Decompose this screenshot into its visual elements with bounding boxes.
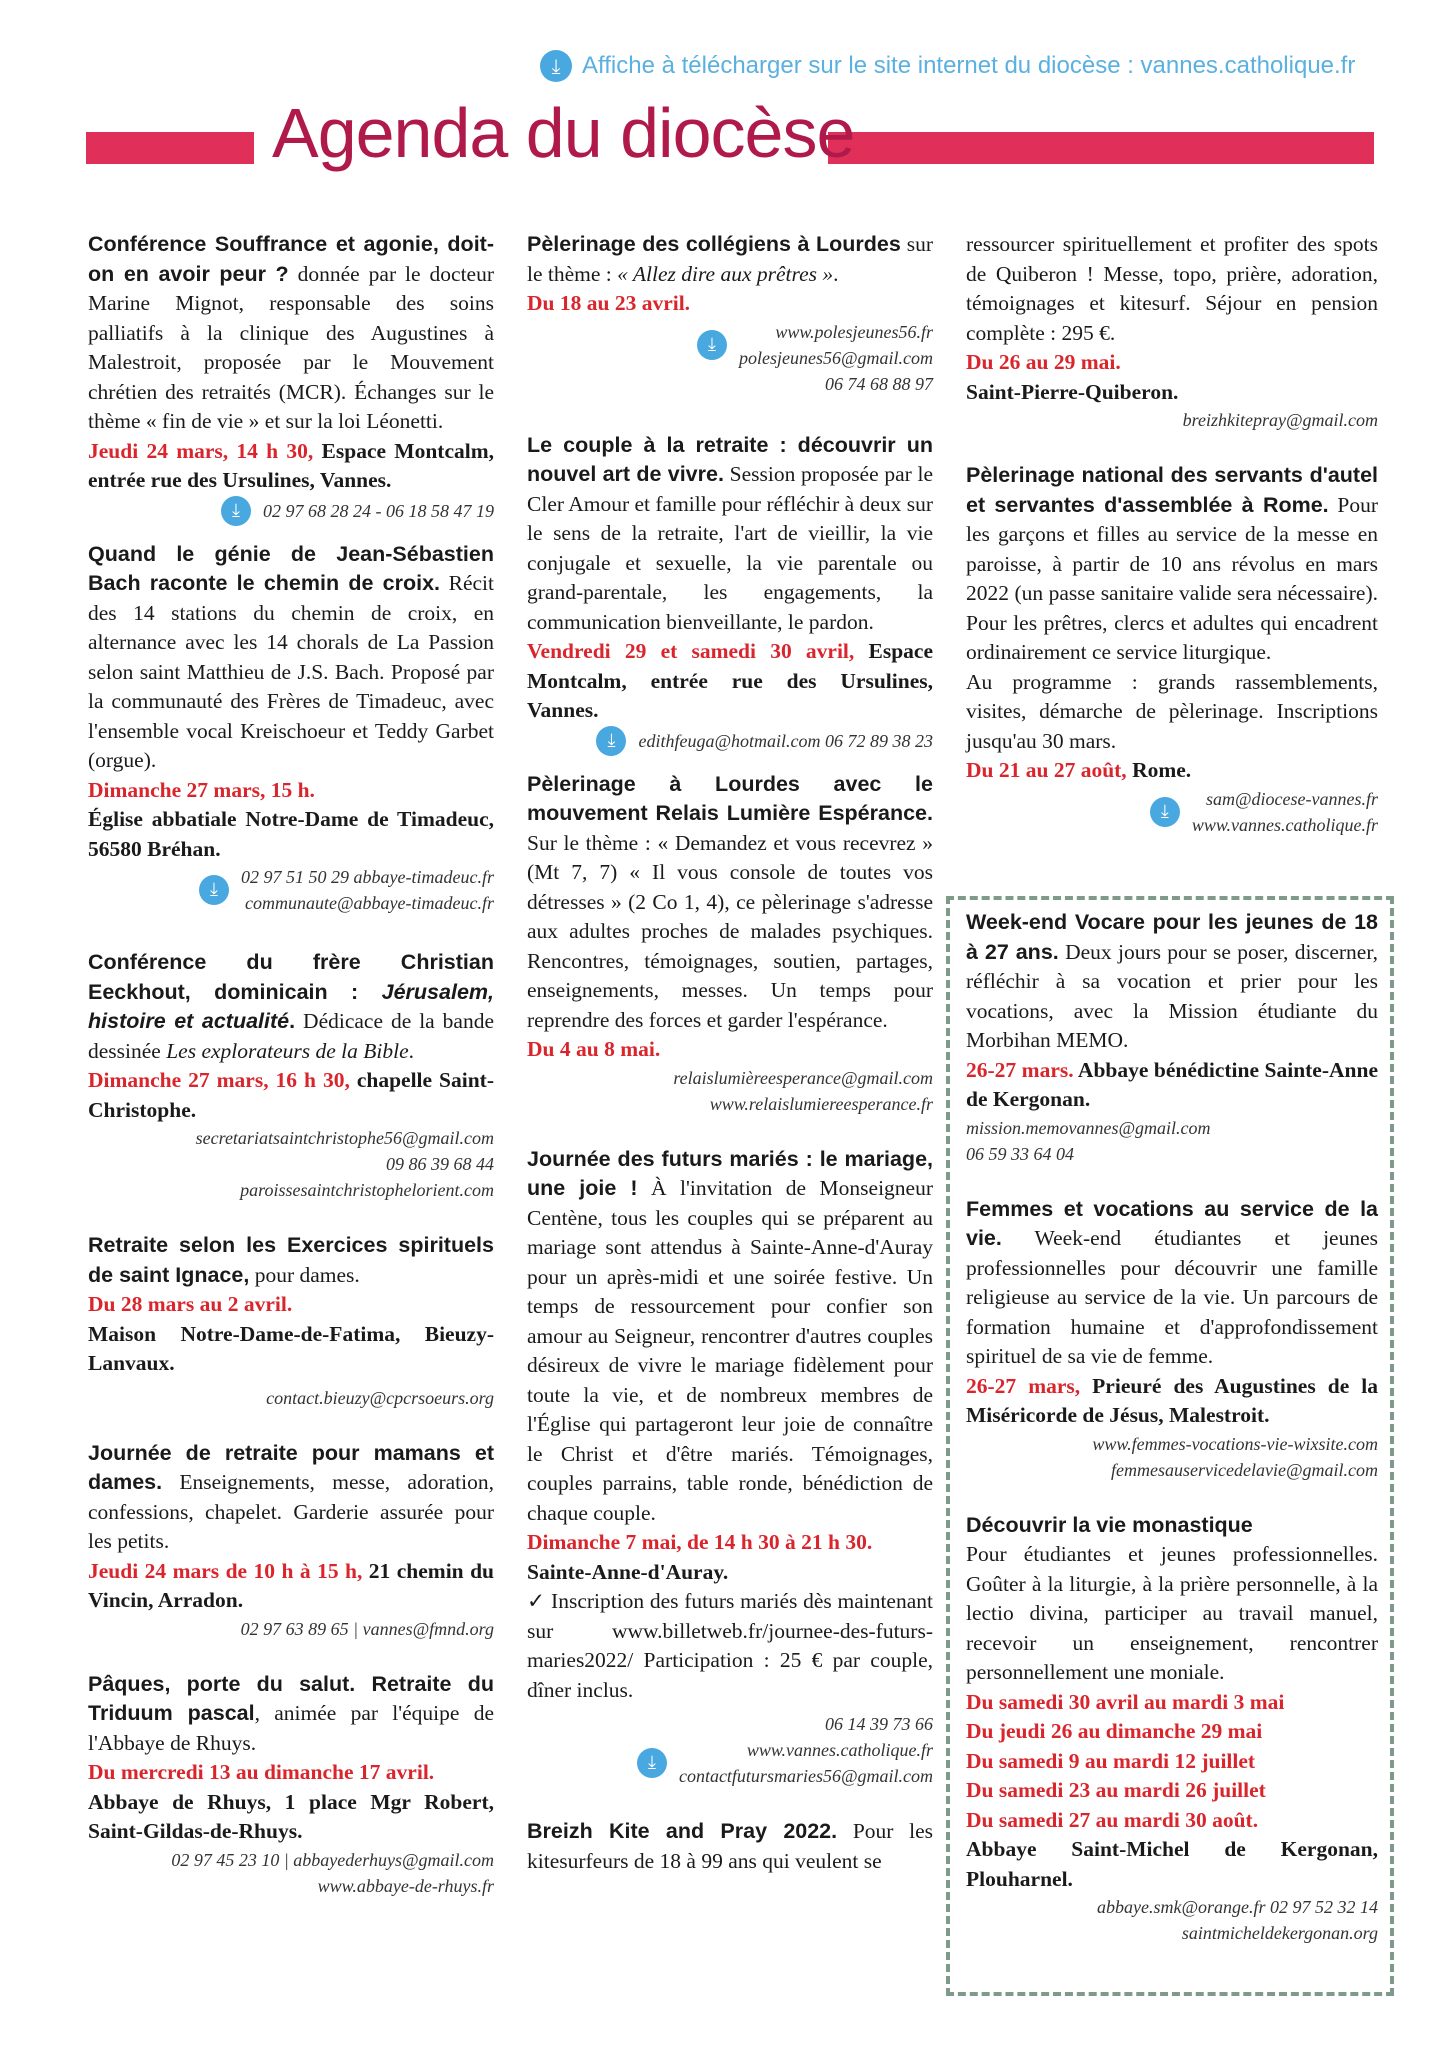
event-body-italic: Les explorateurs de la Bible — [166, 1038, 409, 1063]
contact-website[interactable]: www.abbaye-de-rhuys.fr — [317, 1875, 494, 1896]
event-heading: Femmes et vocations au service de la vie. — [966, 1196, 1378, 1250]
event-date: Vendredi 29 et samedi 30 avril, — [527, 639, 855, 663]
event-bach-chemin-croix — [88, 540, 494, 917]
contact-email[interactable]: communaute@abbaye-timadeuc.fr — [245, 893, 494, 913]
event-date: Du 4 au 8 mai. — [527, 1037, 661, 1061]
event-heading: Pèlerinage national des servants d'autel et servantes d'assemblée à Rome. — [966, 463, 1378, 517]
event-body: Dédicace de la bande dessinée — [88, 1009, 495, 1063]
download-icon[interactable]: ⤓ — [199, 875, 229, 905]
event-body-end: . — [833, 261, 839, 286]
contact-website[interactable]: paroissesaintchristophelorient.com — [240, 1180, 494, 1200]
event-body: Sur le thème : « Demandez et vous recevrez » (Mt 7, 7) « Il vous console de toutes vos détresses » (2 Co 1, 4), ce pèlerinage s'adresse aux adultes proches de malades psychiques. Rencontres, témoignages, soutien, partages, enseignements, messes. Un temps pour reprendre des forces et garder l'espérance. — [527, 830, 933, 1032]
event-body: pour dames. — [249, 1262, 360, 1287]
contact-website[interactable]: saintmicheldekergonan.org — [1181, 1923, 1378, 1943]
event-heading: Pèlerinage des collégiens à Lourdes — [527, 232, 901, 256]
event-date: Dimanche 27 mars, 15 h. — [88, 777, 315, 802]
column-1 — [88, 230, 494, 1927]
event-paques-rhuys — [88, 1670, 494, 1899]
event-place: 21 chemin du Vincin, Arradon. — [88, 1558, 494, 1612]
contact-phone: 09 86 39 68 44 — [386, 1154, 494, 1174]
event-contact — [88, 864, 494, 916]
event-date: Jeudi 24 mars de 10 h à 15 h, — [88, 1558, 363, 1583]
event-body-italic: « Allez dire aux prêtres » — [617, 261, 834, 286]
event-body: , animée par l'équipe de l'Abbaye de Rhuys. — [88, 1701, 494, 1755]
event-place: Abbaye bénédictine Sainte-Anne de Kergonan. — [966, 1057, 1378, 1111]
event-breizh-kite — [527, 1817, 933, 1876]
event-heading: Découvrir la vie monastique — [966, 1512, 1253, 1537]
event-date: Du 26 au 29 mai. — [966, 350, 1121, 374]
event-contact — [88, 496, 494, 526]
event-date: Du 18 au 23 avril. — [527, 291, 691, 315]
event-contact — [527, 1737, 933, 1789]
contact-email[interactable]: mission.memovannes@gmail.com — [966, 1117, 1211, 1138]
contact-email[interactable]: sam@diocese-vannes.fr — [1205, 788, 1378, 809]
event-retraite-mamans — [88, 1439, 494, 1642]
event-body: Deux jours pour se poser, discerner, réfléchir à sa vocation et prier pour les vocations, avec la Mission étudiante du Morbihan MEMO. — [966, 939, 1378, 1052]
contact-phone: 06 14 39 73 66 — [825, 1714, 933, 1734]
contact-email[interactable]: relaislumièreesperance@gmail.com — [673, 1067, 933, 1088]
event-date: Du samedi 23 au mardi 26 juillet — [966, 1778, 1266, 1802]
contact-email[interactable]: polesjeunes56@gmail.com — [738, 347, 933, 368]
contact-phone: 06 59 33 64 04 — [966, 1143, 1074, 1164]
event-heading: Quand le génie de Jean-Sébastien Bach raconte le chemin de croix. — [88, 541, 494, 595]
contact-website[interactable]: www.relaislumiereesperance.fr — [709, 1093, 933, 1114]
contact-website[interactable]: www.vannes.catholique.fr — [1191, 814, 1378, 835]
event-heading: Conférence du frère Christian Eeckhout, dominicain : — [88, 950, 494, 1004]
event-date: Du samedi 30 avril au mardi 3 mai — [966, 1689, 1285, 1714]
event-body: donnée par le docteur Marine Mignot, responsable des soins palliatifs à la clinique des Augustines à Malestroit, proposée par le Mouvement chrétien des retraités (MCR). Échanges sur le thème « fin de vie » et sur la loi Léonetti. — [88, 261, 494, 433]
contact-phone: 02 97 68 28 24 - 06 18 58 47 19 — [263, 500, 494, 521]
download-note[interactable] — [540, 50, 1355, 82]
download-icon[interactable]: ⤓ — [1150, 797, 1180, 827]
event-heading: Week-end Vocare pour les jeunes de 18 à 27 ans. — [966, 910, 1378, 964]
event-pelerinage-servants — [966, 461, 1378, 838]
event-heading: Pèlerinage à Lourdes avec le mouvement Relais Lumière Espérance. — [527, 771, 933, 825]
event-date: 26-27 mars, — [966, 1373, 1081, 1398]
event-body-end: . — [408, 1038, 415, 1063]
event-pelerinage-lourdes-relais — [527, 770, 933, 1117]
event-heading: Journée de retraite pour mamans et dames. — [88, 1440, 494, 1494]
contact-website[interactable]: www.femmes-vocations-vie-wixsite.com — [1092, 1433, 1378, 1454]
event-body: sur le thème : — [527, 232, 933, 286]
event-date: Du 28 mars au 2 avril. — [88, 1292, 293, 1316]
event-heading: Journée des futurs mariés : le mariage, une joie ! — [527, 1146, 933, 1200]
download-icon[interactable]: ⤓ — [637, 1748, 667, 1778]
download-icon[interactable]: ⤓ — [540, 50, 572, 82]
event-week-end-vocare — [966, 908, 1378, 1167]
event-place: Espace Montcalm, entrée rue des Ursulines, Vannes. — [88, 438, 494, 492]
contact-email[interactable]: contact.bieuzy@cpcrsoeurs.org — [266, 1387, 494, 1408]
event-date: Dimanche 27 mars, 16 h 30, — [88, 1068, 350, 1092]
event-body-2: Au programme : grands rassemblements, visites, démarche de pèlerinage. Inscriptions jusqu'au 30 mars. — [966, 669, 1378, 753]
event-heading: Breizh Kite and Pray 2022. — [527, 1819, 838, 1843]
event-heading: Retraite selon les Exercices spirituels de saint Ignace, — [88, 1233, 494, 1287]
column-3 — [966, 230, 1378, 866]
event-futurs-maries — [527, 1145, 933, 1790]
event-body: Pour étudiantes et jeunes professionnelles. Goûter à la liturgie, à la prière personnelle, à la lectio divina, participer au travail manuel, recevoir un enseignement, rencontrer personnellement une moniale. — [966, 1542, 1378, 1684]
column-2 — [527, 230, 933, 1904]
event-breizh-kite-continued — [966, 230, 1378, 433]
page-title: Agenda du diocèse — [272, 94, 855, 172]
event-place: Sainte-Anne-d'Auray. — [527, 1559, 729, 1584]
event-place: Maison Notre-Dame-de-Fatima, Bieuzy-Lanvaux. — [88, 1321, 494, 1375]
event-body: ressourcer spirituellement et profiter des spots de Quiberon ! Messe, topo, prière, adoration, témoignages et kitesurf. Séjour en pension complète : 295 €. — [966, 232, 1378, 345]
event-body: À l'invitation de Monseigneur Centène, tous les couples qui se préparent au mariage sont attendus à Sainte-Anne-d'Auray pour un après-midi et une soirée festive. Un temps de ressourcement pour confier son amour au Seigneur, rencontrer d'autres couples désireux de vivre le mariage fidèlement pour toute la vie, et de nombreux membres de l'Église qui partageront leur joie de connaître le Christ et d'être mariés. Témoignages, couples parrains, table ronde, bénédiction de chaque couple. — [527, 1176, 934, 1525]
event-contact — [527, 726, 933, 756]
event-place: Église abbatiale Notre-Dame de Timadeuc, 56580 Bréhan. — [88, 807, 494, 861]
event-couple-retraite — [527, 431, 933, 756]
contact-email[interactable]: femmesauservicedelavie@gmail.com — [1111, 1459, 1378, 1480]
event-body: Pour les garçons et filles au service de la messe en paroisse, à partir de 10 ans révolus en mars 2022 (un passe sanitaire valide sera nécessaire). Pour les prêtres, clercs et adultes qui encadrent ordinairement ce service liturgique. — [966, 492, 1378, 664]
event-place: Abbaye Saint-Michel de Kergonan, Plouharnel. — [966, 1837, 1378, 1891]
event-retraite-ignace — [88, 1231, 494, 1411]
event-contact — [966, 786, 1378, 838]
event-place: Espace Montcalm, entrée rue des Ursulines, Vannes. — [527, 639, 933, 722]
event-heading-italic: Jérusalem, histoire et actualité — [88, 979, 494, 1033]
event-vie-monastique — [966, 1511, 1378, 1947]
event-conference-souffrance — [88, 230, 494, 526]
event-body: Pour les kitesurfeurs de 18 à 99 ans qui veulent se — [527, 1819, 933, 1873]
event-date: Du samedi 27 au mardi 30 août. — [966, 1807, 1259, 1832]
event-place: Rome. — [1126, 758, 1192, 782]
contact-email[interactable]: secretariatsaintchristophe56@gmail.com — [195, 1128, 494, 1148]
event-place: Prieuré des Augustines de la Miséricorde de Jésus, Malestroit. — [966, 1373, 1378, 1427]
download-icon[interactable]: ⤓ — [221, 496, 251, 526]
event-place: Abbaye de Rhuys, 1 place Mgr Robert, Saint-Gildas-de-Rhuys. — [88, 1789, 494, 1843]
contact-website[interactable]: www.vannes.catholique.fr — [746, 1740, 933, 1760]
event-body: Session proposée par le Cler Amour et famille pour réfléchir à deux sur le sens de la retraite, l'art de vieillir, la vie conjugale et sexuelle, la vie parentale ou grand-parentale, les engagements, la communication bienveillante, le pardon. — [527, 462, 934, 634]
contact-line[interactable]: 02 97 45 23 10 | abbayederhuys@gmail.com — [171, 1849, 494, 1870]
vocations-box-content — [966, 908, 1378, 1974]
contact-line[interactable]: 02 97 63 89 65 | vannes@fmnd.org — [240, 1618, 494, 1639]
contact-line[interactable]: 02 97 51 50 29 abbaye-timadeuc.fr — [241, 867, 494, 887]
event-date: Dimanche 7 mai, de 14 h 30 à 21 h 30. — [527, 1530, 873, 1554]
contact-email[interactable]: breizhkitepray@gmail.com — [1182, 410, 1378, 430]
event-date: Jeudi 24 mars, 14 h 30, — [88, 438, 314, 463]
event-note: ✓ Inscription des futurs mariés dès maintenant sur www.billetweb.fr/journee-des-futurs-maries2022/ Participation : 25 € par couple, dîner inclus. — [527, 1589, 933, 1702]
event-femmes-vocations — [966, 1195, 1378, 1483]
event-date: Du 21 au 27 août, — [966, 758, 1127, 782]
title-bar-right — [828, 132, 1374, 164]
event-heading: Conférence Souffrance et agonie, doit-on en avoir peur ? — [88, 232, 494, 286]
contact-line[interactable]: abbaye.smk@orange.fr 02 97 52 32 14 — [1096, 1897, 1378, 1917]
contact-website[interactable]: www.polesjeunes56.fr — [775, 321, 933, 342]
event-heading: Pâques, porte du salut. Retraite du Triduum pascal — [88, 1671, 494, 1725]
event-place: chapelle Saint-Christophe. — [88, 1068, 495, 1122]
event-body: Enseignements, messe, adoration, confessions, chapelet. Garderie assurée pour les petits. — [88, 1470, 494, 1553]
event-contact — [527, 319, 933, 371]
event-heading-end: . — [289, 1009, 296, 1033]
download-icon[interactable]: ⤓ — [697, 330, 727, 360]
event-date: 26-27 mars. — [966, 1057, 1074, 1082]
event-date: Du mercredi 13 au dimanche 17 avril. — [88, 1760, 435, 1784]
contact-line[interactable]: edithfeuga@hotmail.com 06 72 89 38 23 — [638, 730, 933, 751]
event-date: Du jeudi 26 au dimanche 29 mai — [966, 1719, 1263, 1743]
event-body: Week-end étudiantes et jeunes professionnelles pour découvrir une famille religieuse au service de la vie. Un parcours de formation humaine et d'approfondissement spirituel de sa vie de femme. — [966, 1226, 1378, 1368]
download-note-text[interactable]: Affiche à télécharger sur le site internet du diocèse : vannes.catholique.fr — [582, 52, 1356, 79]
title-bar-left — [86, 132, 254, 164]
event-body: Récit des 14 stations du chemin de croix, en alternance avec les 14 chorals de La Passion selon saint Matthieu de J.S. Bach. Proposé par la communauté des Frères de Timadeuc, avec l'ensemble vocal Kreischoeur et Teddy Garbet (orgue). — [88, 571, 494, 772]
download-icon[interactable]: ⤓ — [596, 726, 626, 756]
event-place: Saint-Pierre-Quiberon. — [966, 379, 1179, 404]
event-pelerinage-collegiens — [527, 230, 933, 397]
event-conference-eeckhout — [88, 948, 494, 1203]
event-date: Du samedi 9 au mardi 12 juillet — [966, 1748, 1256, 1773]
event-heading: Le couple à la retraite : découvrir un nouvel art de vivre. — [527, 432, 933, 486]
contact-email[interactable]: contactfutursmaries56@gmail.com — [678, 1766, 933, 1786]
contact-phone: 06 74 68 88 97 — [825, 373, 933, 394]
